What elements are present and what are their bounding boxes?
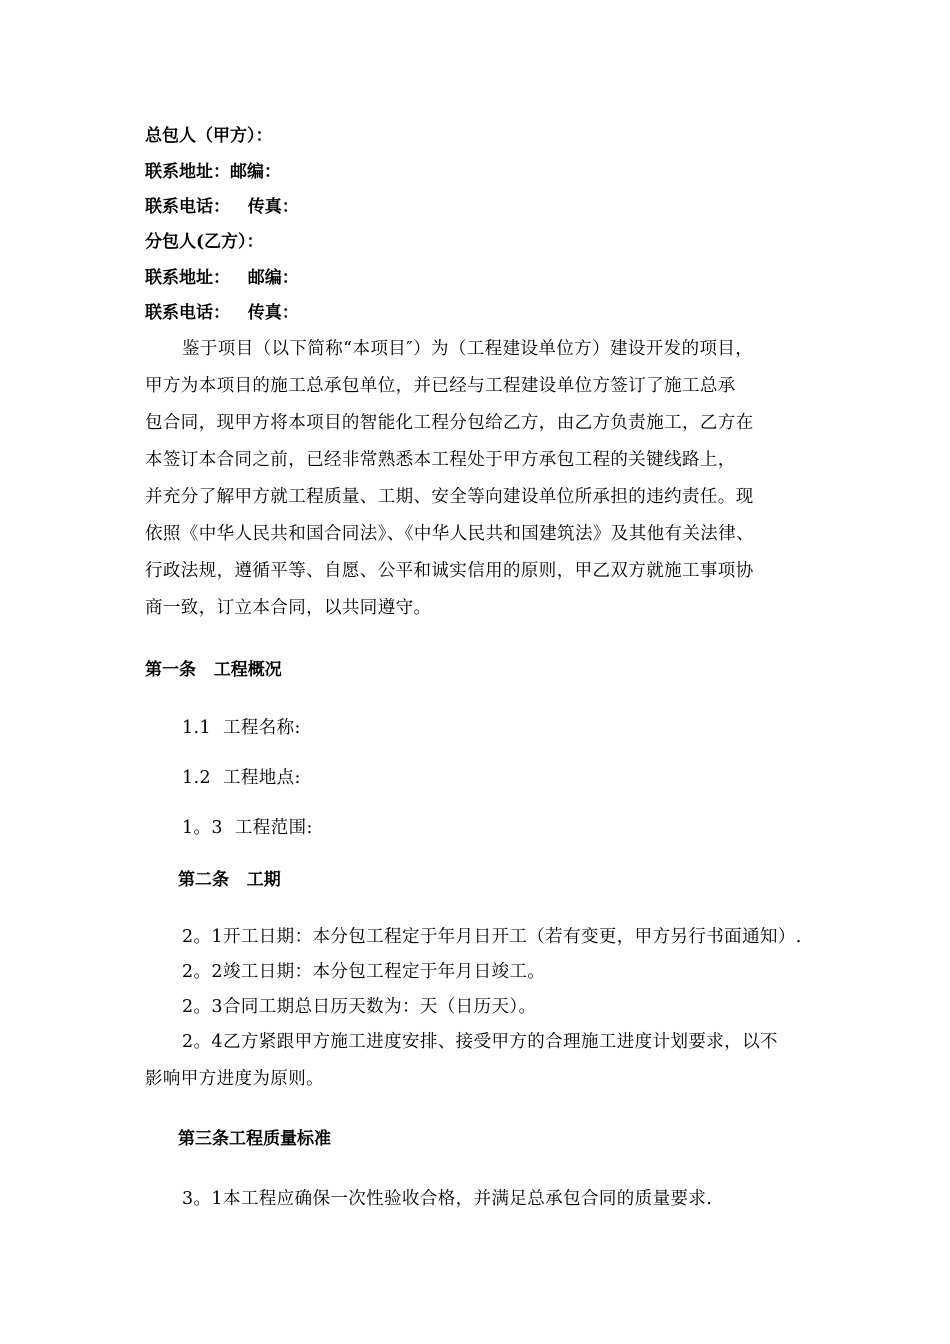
preamble-line: 本签订本合同之前，已经非常熟悉本工程处于甲方承包工程的关键线路上， [145, 450, 736, 470]
article-1-title: 第一条 工程概况 [145, 660, 282, 680]
contractor-b-line: 分包人(乙方）： [145, 232, 264, 252]
preamble-line: 甲方为本项目的施工总承包单位，并已经与工程建设单位方签订了施工总承 [145, 376, 736, 396]
address-b-line: 联系地址： 邮编： [145, 268, 299, 288]
preamble-line: 包合同，现甲方将本项目的智能化工程分包给乙方，由乙方负责施工，乙方在 [145, 413, 754, 433]
address-a-line: 联系地址：邮编： [145, 162, 281, 182]
preamble-line: 商一致，订立本合同，以共同遵守。 [145, 598, 432, 618]
phone-b-line: 联系电话： 传真： [145, 303, 299, 323]
article-2-item: 2。3合同工期总日历天数为：天（日历天）。 [182, 997, 537, 1017]
article-2-title: 第二条 工期 [178, 870, 281, 890]
phone-a-line: 联系电话： 传真： [145, 197, 299, 217]
preamble-line: 行政法规，遵循平等、自愿、公平和诚实信用的原则，甲乙双方就施工事项协 [145, 561, 754, 581]
article-1-item: 1.2 工程地点: [182, 768, 301, 788]
article-1-item: 1.1 工程名称: [182, 718, 301, 738]
article-3-item: 3。1本工程应确保一次性验收合格，并满足总承包合同的质量要求. [182, 1189, 713, 1209]
preamble-line: 鉴于项目（以下简称“本项目″）为（工程建设单位方）建设开发的项目， [182, 339, 754, 359]
article-2-item: 2。4乙方紧跟甲方施工进度安排、接受甲方的合理施工进度计划要求，以不 [182, 1032, 778, 1052]
article-3-title: 第三条工程质量标准 [178, 1129, 331, 1149]
preamble-line: 依照《中华人民共和国合同法》、《中华人民共和国建筑法》及其他有关法律、 [145, 524, 754, 544]
article-1-item: 1。3 工程范围: [182, 818, 313, 838]
article-2-item: 2。2竣工日期：本分包工程定于年月日竣工。 [182, 962, 546, 982]
article-2-item-continuation: 影响甲方进度为原则。 [145, 1069, 324, 1089]
article-2-item: 2。1开工日期：本分包工程定于年月日开工（若有变更，甲方另行书面通知）. [182, 927, 802, 947]
preamble-line: 并充分了解甲方就工程质量、工期、安全等向建设单位所承担的违约责任。现 [145, 487, 754, 507]
contractor-a-line: 总包人（甲方）： [145, 126, 273, 146]
